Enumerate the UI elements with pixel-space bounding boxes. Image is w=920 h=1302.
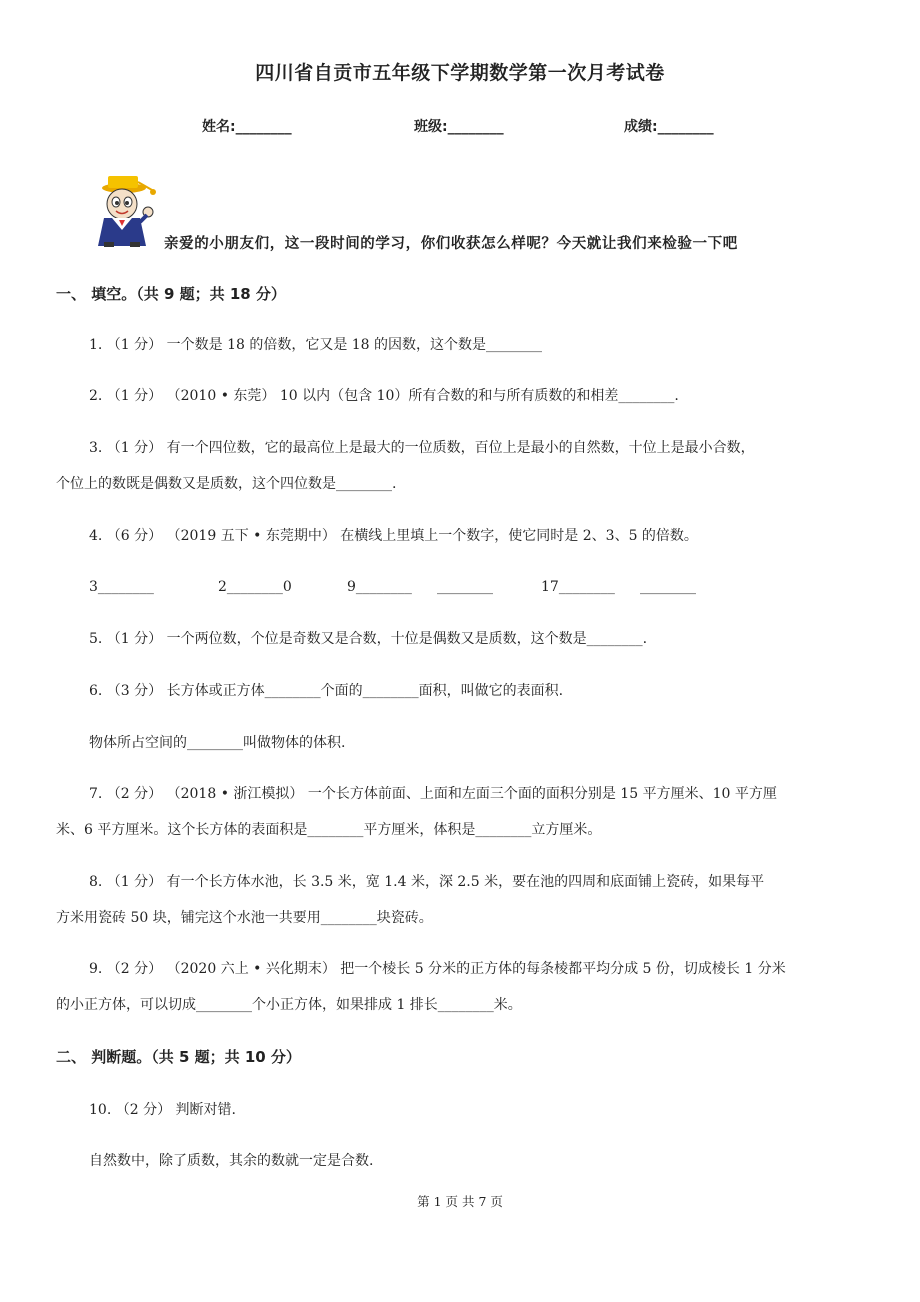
q4-blank-4[interactable]: ________ xyxy=(437,579,493,595)
name-label: 姓名: xyxy=(202,119,236,135)
name-field xyxy=(202,116,292,136)
question-10-statement: 自然数中，除了质数，其余的数就一定是合数. xyxy=(89,1153,374,1169)
question-8-line-2: 方米用瓷砖 50 块，铺完这个水池一共要用________块瓷砖。 xyxy=(56,910,433,926)
class-blank[interactable]: ________ xyxy=(447,119,504,135)
question-7-line-2: 米、6 平方厘米。这个长方体的表面积是________平方厘米，体积是________立方厘米。 xyxy=(56,822,602,838)
q4-blank-3[interactable]: 9________ xyxy=(347,579,412,595)
question-9-line-1: 9. （2 分） （2020 六上 • 兴化期末） 把一个棱长 5 分米的正方体的每条棱都平均分成 5 份，切成棱长 1 分米 xyxy=(89,961,786,977)
score-blank[interactable]: ________ xyxy=(657,119,714,135)
question-7-line-1: 7. （2 分） （2018 • 浙江模拟） 一个长方体前面、上面和左面三个面的面积分别是 15 平方厘米、10 平方厘 xyxy=(89,786,777,802)
question-1: 1. （1 分） 一个数是 18 的倍数，它又是 18 的因数，这个数是________ xyxy=(89,337,543,353)
page-title: 四川省自贡市五年级下学期数学第一次月考试卷 xyxy=(255,62,665,84)
question-6-line-1: 6. （3 分） 长方体或正方体________个面的________面积，叫做它的表面积. xyxy=(89,683,564,699)
question-5: 5. （1 分） 一个两位数，个位是奇数又是合数，十位是偶数又是质数，这个数是________. xyxy=(89,631,648,647)
question-2: 2. （1 分） （2010 • 东莞） 10 以内（包含 10）所有合数的和与所有质数的和相差________. xyxy=(89,388,679,404)
score-field xyxy=(624,116,714,136)
class-field xyxy=(414,116,504,136)
q4-blank-2[interactable]: 2________0 xyxy=(218,579,292,595)
intro-text: 亲爱的小朋友们，这一段时间的学习，你们收获怎么样呢？今天就让我们来检验一下吧 xyxy=(164,236,738,252)
page-footer: 第 1 页 共 7 页 xyxy=(417,1194,503,1209)
question-4: 4. （6 分） （2019 五下 • 东莞期中） 在横线上里填上一个数字，使它同时是 2、3、5 的倍数。 xyxy=(89,528,698,544)
class-label: 班级: xyxy=(414,119,448,135)
section-heading-fill-in: 一、 填空。（共 9 题；共 18 分） xyxy=(56,285,286,303)
mascot-doctor-icon xyxy=(90,168,166,248)
question-3-line-1: 3. （1 分） 有一个四位数，它的最高位上是最大的一位质数，百位上是最小的自然数，十位上是最小合数， xyxy=(89,440,755,456)
q4-blank-1[interactable]: 3________ xyxy=(89,579,154,595)
q4-blank-5[interactable]: 17________ xyxy=(541,579,615,595)
q4-blank-6[interactable]: ________ xyxy=(640,579,696,595)
score-label: 成绩: xyxy=(624,119,658,135)
question-6-line-2: 物体所占空间的________叫做物体的体积. xyxy=(89,735,346,751)
name-blank[interactable]: ________ xyxy=(235,119,292,135)
question-10: 10. （2 分） 判断对错. xyxy=(89,1102,236,1118)
question-9-line-2: 的小正方体，可以切成________个小正方体，如果排成 1 排长________米。 xyxy=(56,997,522,1013)
section-heading-true-false: 二、 判断题。（共 5 题；共 10 分） xyxy=(56,1048,301,1066)
question-8-line-1: 8. （1 分） 有一个长方体水池，长 3.5 米，宽 1.4 米，深 2.5 米，要在池的四周和底面铺上瓷砖，如果每平 xyxy=(89,874,765,890)
question-3-line-2: 个位上的数既是偶数又是质数，这个四位数是________. xyxy=(56,476,397,492)
